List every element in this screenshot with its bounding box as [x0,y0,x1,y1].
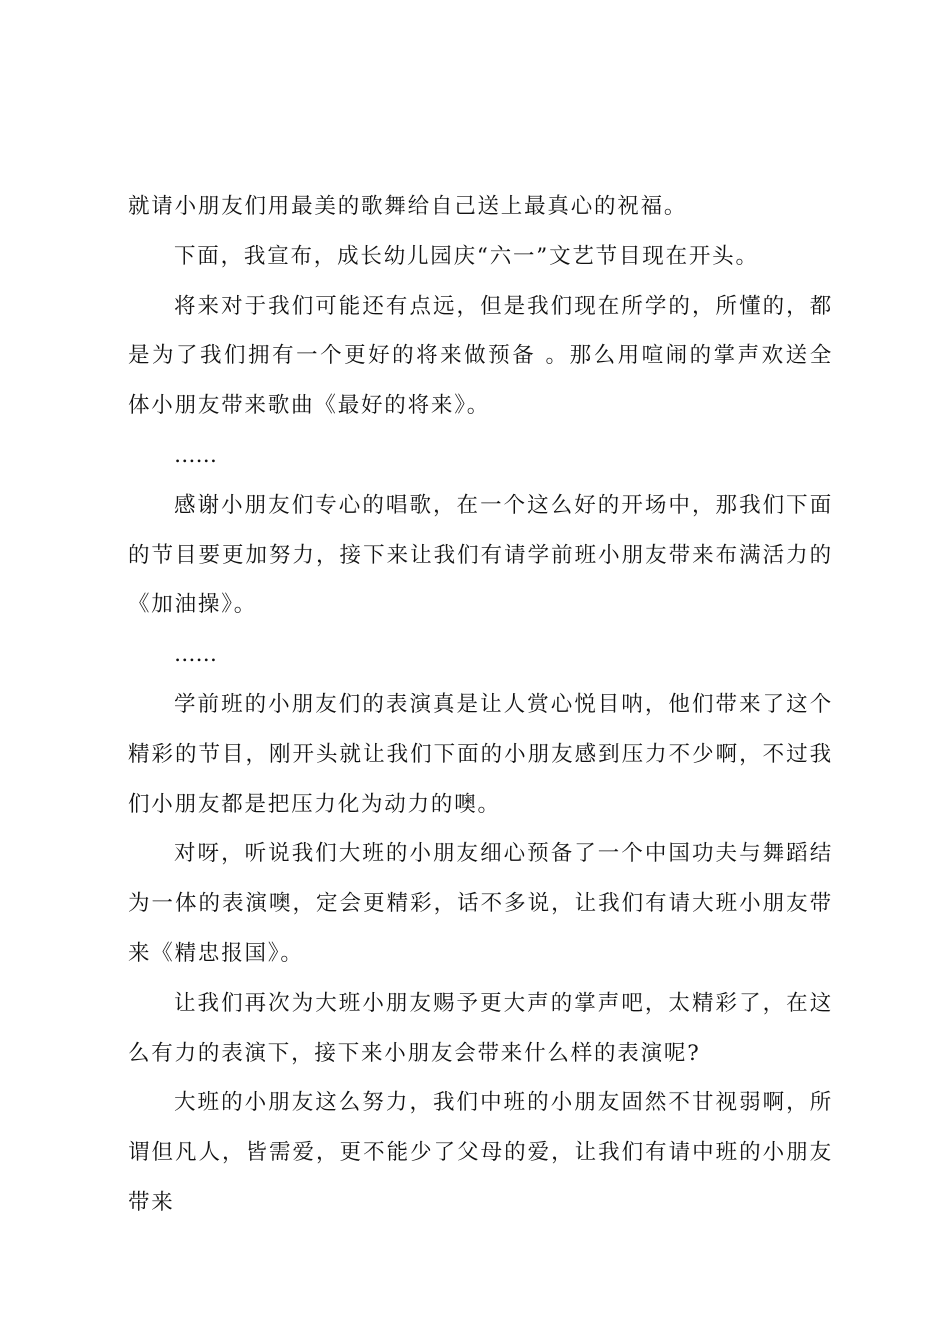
paragraph-3: 将来对于我们可能还有点远，但是我们现在所学的，所懂的，都是为了我们拥有一个更好的将来做预备 。那么用喧闹的掌声欢送全体小朋友带来歌曲《最好的将来》。 [128,293,833,419]
document-body [128,182,833,1228]
ellipsis-2: …… [174,642,217,668]
paragraph-2: 下面，我宣布，成长幼儿园庆“六一”文艺节目现在开头。 [174,243,759,269]
paragraph-1: 就请小朋友们用最美的歌舞给自己送上最真心的祝福。 [128,194,688,219]
ellipsis-1: …… [174,442,217,468]
paragraph-7: 让我们再次为大班小朋友赐予更大声的掌声吧，太精彩了，在这么有力的表演下，接下来小朋友会带来什么样的表演呢? [128,990,833,1066]
paragraph-6: 对呀，听说我们大班的小朋友细心预备了一个中国功夫与舞蹈结为一体的表演噢，定会更精彩，话不多说，让我们有请大班小朋友带来《精忠报国》。 [128,841,833,966]
paragraph-4: 感谢小朋友们专心的唱歌，在一个这么好的开场中，那我们下面的节目要更加努力，接下来让我们有请学前班小朋友带来布满活力的《加油操》。 [128,492,833,618]
paragraph-5: 学前班的小朋友们的表演真是让人赏心悦目呐，他们带来了这个精彩的节目，刚开头就让我们下面的小朋友感到压力不少啊，不过我们小朋友都是把压力化为动力的噢。 [128,691,833,817]
paragraph-8: 大班的小朋友这么努力，我们中班的小朋友固然不甘视弱啊，所谓但凡人，皆需爱，更不能少了父母的爱，让我们有请中班的小朋友带来 [128,1090,833,1215]
